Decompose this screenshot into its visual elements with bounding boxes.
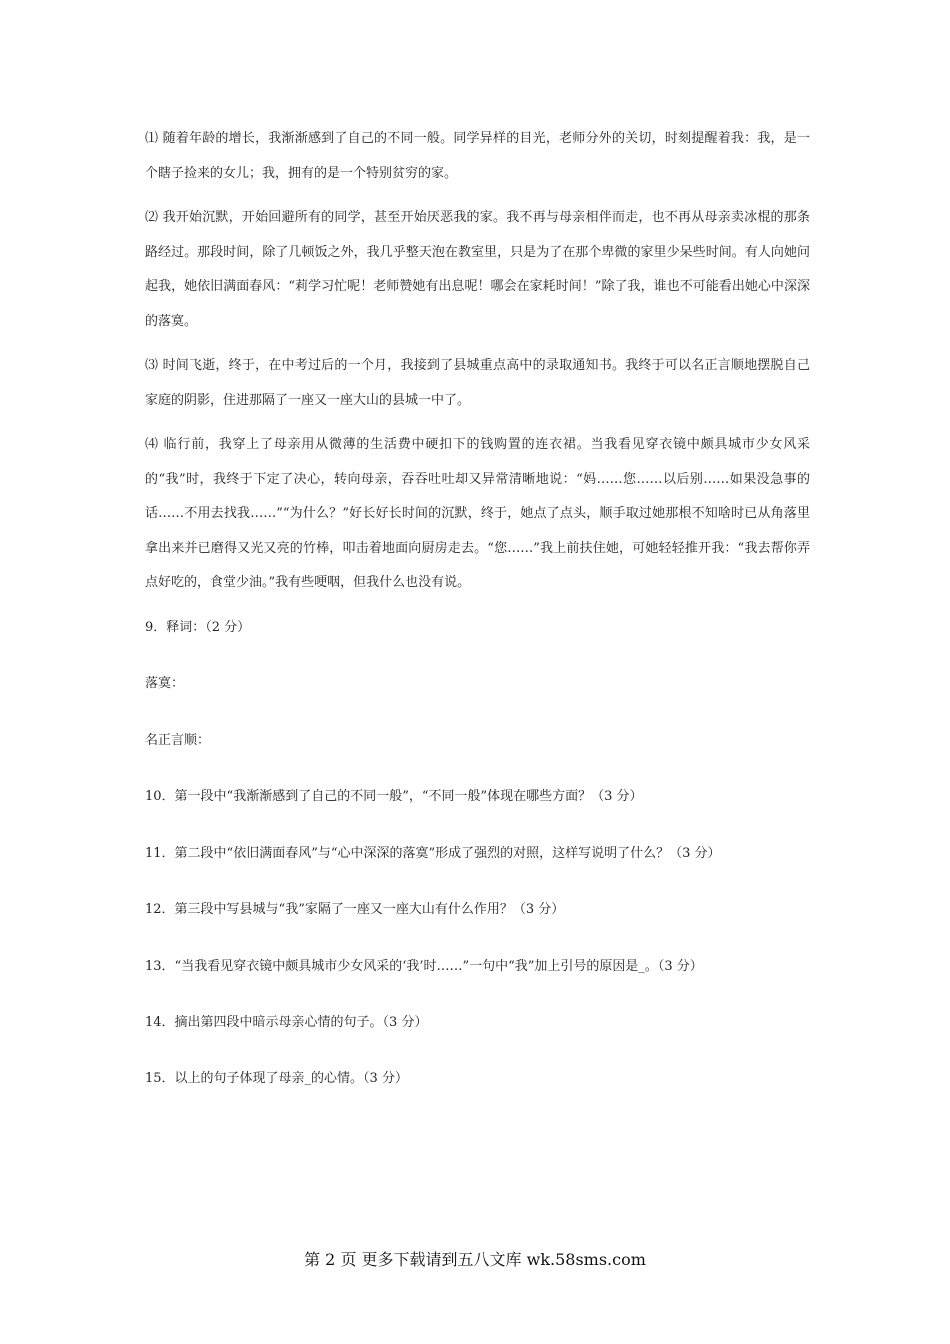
- page-footer: 第 2 页 更多下载请到五八文库 wk.58sms.com: [304, 1250, 646, 1269]
- paragraph-1: ⑴ 随着年龄的增长，我渐渐感到了自己的不同一般。同学异样的目光，老师分外的关切，时刻提醒着我：我，是一个瞎子捡来的女儿；我，拥有的是一个特别贫穷的家。: [145, 131, 810, 181]
- question-10: 10．第一段中“我渐渐感到了自己的不同一般”，“不同一般”体现在哪些方面？（3 分）: [145, 789, 643, 804]
- paragraph-3: ⑶ 时间飞逝，终于，在中考过后的一个月，我接到了县城重点高中的录取通知书。我终于可以名正言顺地摆脱自己家庭的阴影，住进那隔了一座又一座大山的县城一中了。: [145, 358, 810, 408]
- question-14: 14．摘出第四段中暗示母亲心情的句子。（3 分）: [145, 1014, 428, 1030]
- paragraph-4: ⑷ 临行前，我穿上了母亲用从微薄的生活费中硬扣下的钱购置的连衣裙。当我看见穿衣镜中颇具城市少女风采的“我”时，我终于下定了决心，转向母亲，吞吞吐吐却又异常清晰地说：“妈……您……以后别……如果没急事的话……不用去找我……”“为什么？”好长好长时间的沉默，终于，她点了点头，顺手取过她那根不知啥时已从角落里拿出来并已磨得又光又亮的竹棒，叩击着地面向厨房走去。“您……”我上前扶住她，可她轻轻推开我：“我去帮你弄点好吃的，食堂少油。”我有些哽咽，但我什么也没有说。: [145, 437, 810, 590]
- paragraph-2: ⑵ 我开始沉默，开始回避所有的同学，甚至开始厌恶我的家。我不再与母亲相伴而走，也不再从母亲卖冰棍的那条路经过。那段时间，除了几顿饭之外，我几乎整天泡在教室里，只是为了在那个卑微的家里少呆些时间。有人向她问起我，她依旧满面春风：“莉学习忙呢！老师赞她有出息呢！哪会在家耗时间！”除了我，谁也不可能看出她心中深深的落寞。: [145, 210, 810, 329]
- question-12: 12．第三段中写县城与“我”家隔了一座又一座大山有什么作用？（3 分）: [145, 902, 565, 917]
- question-15: 15．以上的句子体现了母亲_的心情。（3 分）: [145, 1071, 408, 1086]
- question-9-item-2: 名正言顺：: [145, 732, 211, 748]
- document-body: [145, 122, 810, 1119]
- question-11: 11．第二段中“依旧满面春风”与“心中深深的落寞”形成了强烈的对照，这样写说明了什么？（3 分）: [145, 845, 721, 861]
- question-9-item-1: 落寞：: [145, 676, 185, 691]
- question-13: 13．“当我看见穿衣镜中颇具城市少女风采的‘我’时……”一句中“我”加上引号的原因是_。（3 分）: [145, 958, 703, 974]
- question-9: 9．释词：（2 分）: [145, 619, 251, 635]
